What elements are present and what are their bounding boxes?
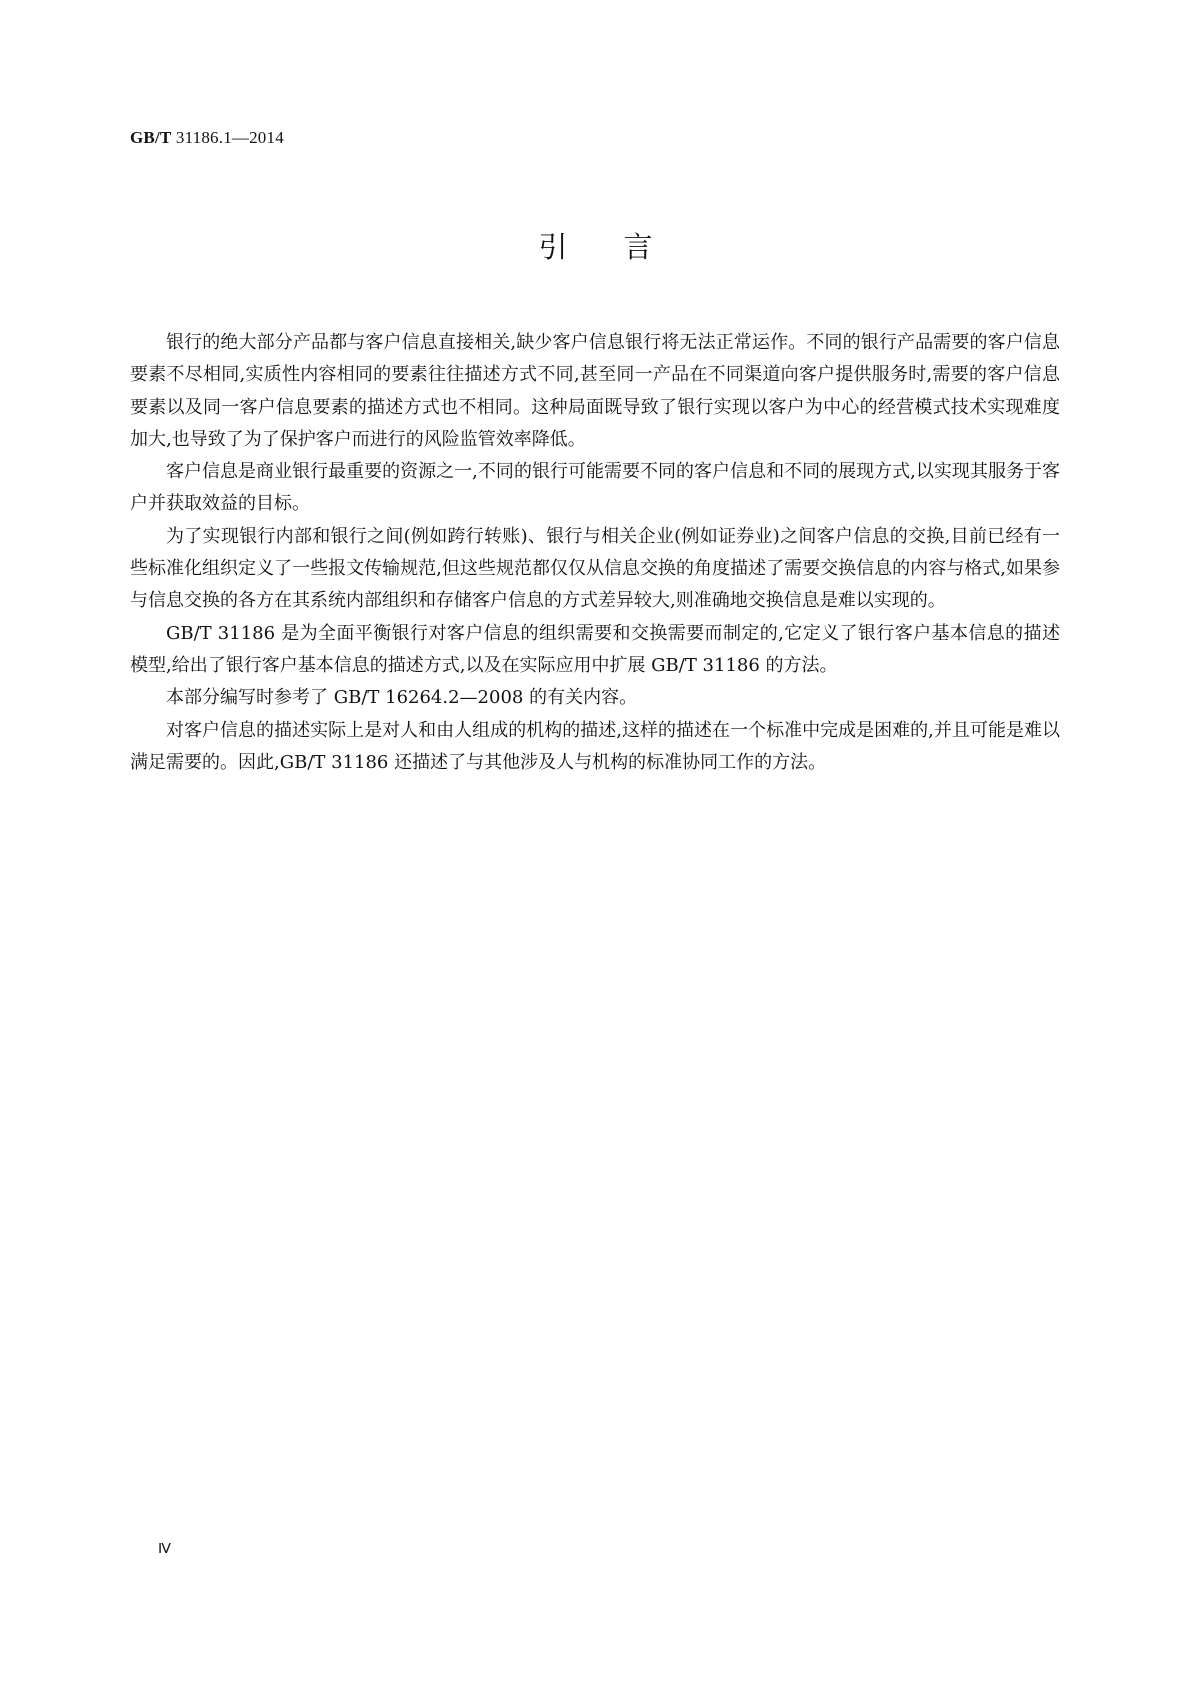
- paragraph: 对客户信息的描述实际上是对人和由人组成的机构的描述,这样的描述在一个标准中完成是困难的,并且可能是难以满足需要的。因此,GB/T 31186 还描述了与其他涉及人与机构的标准协同工作的方法。: [130, 719, 1060, 773]
- paragraph: 本部分编写时参考了 GB/T 16264.2—2008 的有关内容。: [166, 687, 638, 709]
- paragraph: 为了实现银行内部和银行之间(例如跨行转账)、银行与相关企业(例如证券业)之间客户信息的交换,目前已经有一些标准化组织定义了一些报文传输规范,但这些规范都仅仅从信息交换的角度描述了需要交换信息的内容与格式,如果参与信息交换的各方在其系统内部组织和存储客户信息的方式差异较大,则准确地交换信息是难以实现的。: [130, 525, 1060, 612]
- introduction-body: [130, 327, 1060, 779]
- page-number: Ⅳ: [158, 1542, 171, 1557]
- standard-identifier: [130, 128, 284, 148]
- paragraph: GB/T 31186 是为全面平衡银行对客户信息的组织需要和交换需要而制定的,它定义了银行客户基本信息的描述模型,给出了银行客户基本信息的描述方式,以及在实际应用中扩展 GB/T 31186 的方法。: [130, 622, 1060, 676]
- paragraph: 银行的绝大部分产品都与客户信息直接相关,缺少客户信息银行将无法正常运作。不同的银行产品需要的客户信息要素不尽相同,实质性内容相同的要素往往描述方式不同,甚至同一产品在不同渠道向客户提供服务时,需要的客户信息要素以及同一客户信息要素的描述方式也不相同。这种局面既导致了银行实现以客户为中心的经营模式技术实现难度加大,也导致了为了保护客户而进行的风险监管效率降低。: [130, 332, 1060, 450]
- paragraph: 客户信息是商业银行最重要的资源之一,不同的银行可能需要不同的客户信息和不同的展现方式,以实现其服务于客户并获取效益的目标。: [130, 461, 1060, 515]
- standard-number: 31186.1—2014: [175, 128, 284, 147]
- standard-prefix: GB/T: [130, 128, 172, 147]
- section-title: 引言: [538, 230, 709, 264]
